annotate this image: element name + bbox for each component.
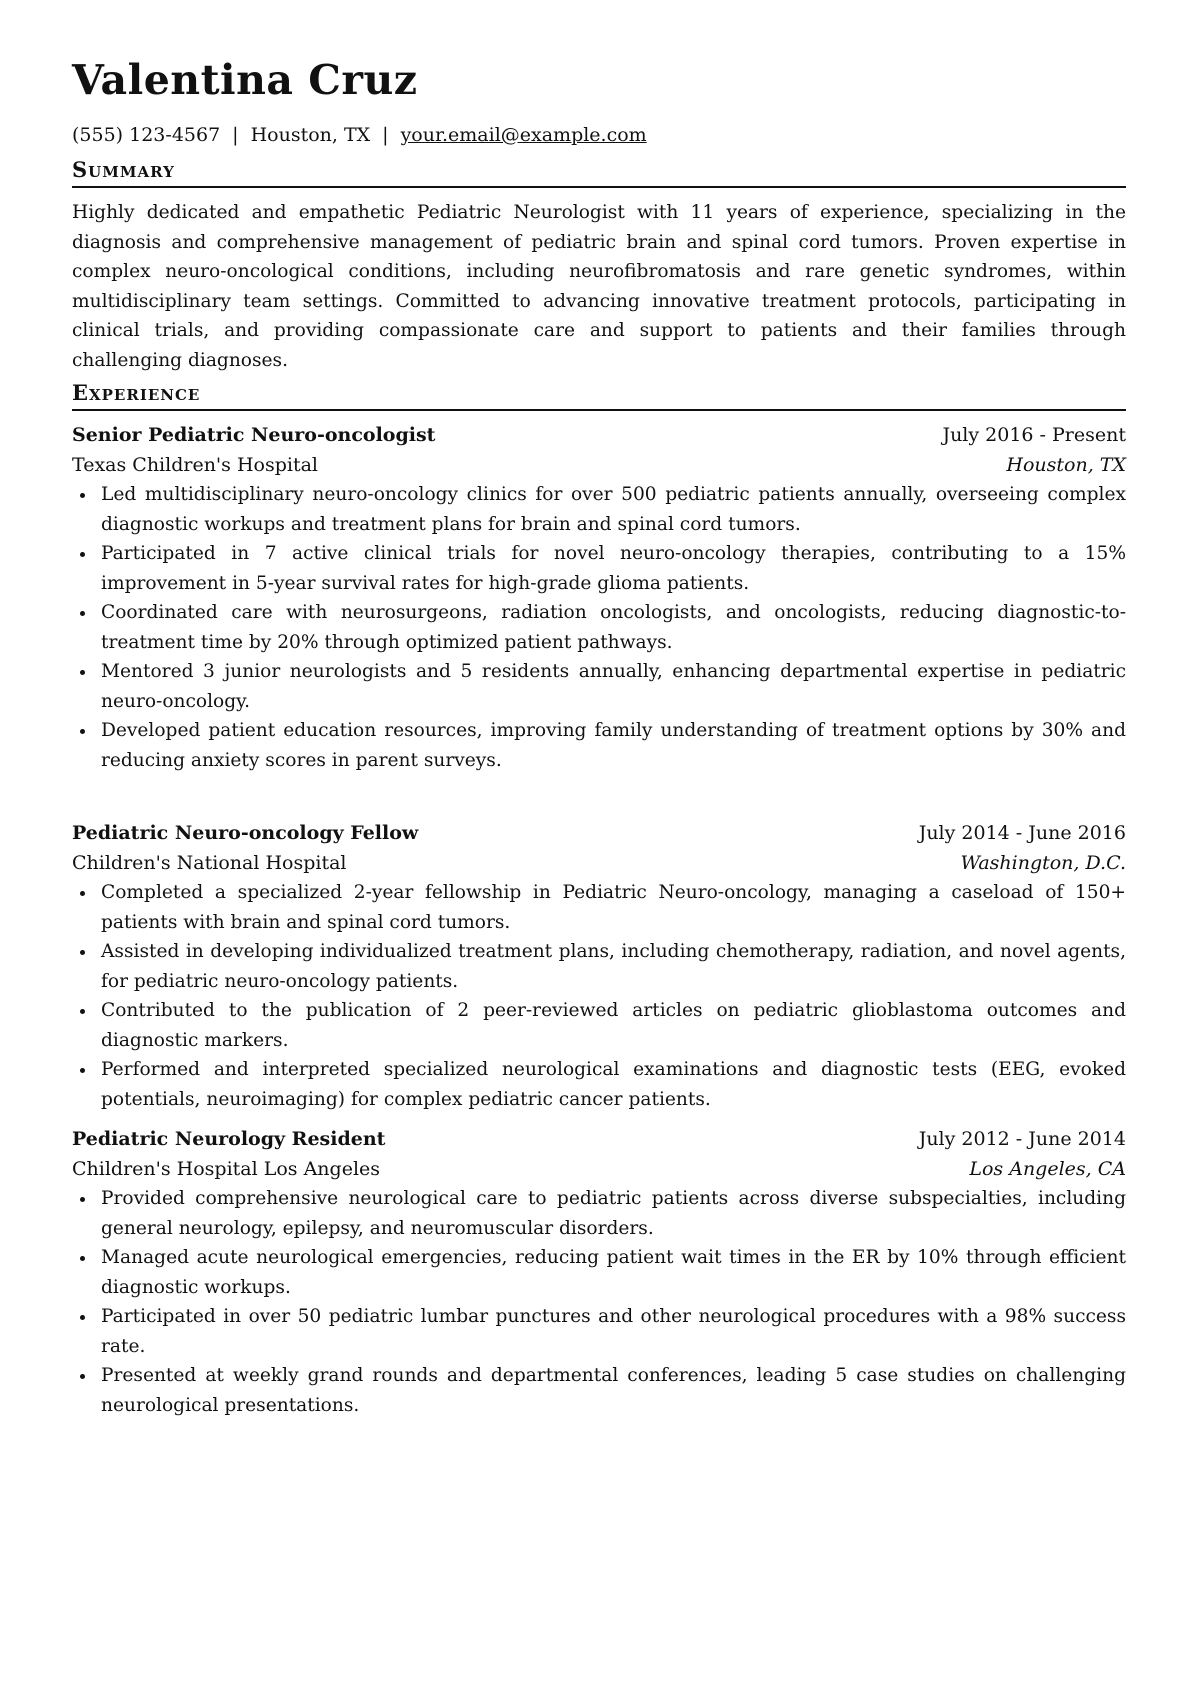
job-bullet: Performed and interpreted specialized neurological examinations and diagnostic tests (EEG, evoked potentials, neuroimaging) for complex pediatric cancer patients. bbox=[72, 1055, 1126, 1114]
job-bullet: Managed acute neurological emergencies, reducing patient wait times in the ER by 10% through efficient diagnostic workups. bbox=[72, 1243, 1126, 1302]
job-employer-row bbox=[72, 1155, 1126, 1185]
job-employer: Texas Children's Hospital bbox=[72, 453, 318, 476]
job-dates: July 2016 - Present bbox=[942, 424, 1126, 446]
job-title: Senior Pediatric Neuro-oncologist bbox=[72, 424, 436, 446]
contact-separator: | bbox=[382, 124, 389, 146]
job-bullet: Contributed to the publication of 2 peer-reviewed articles on pediatric glioblastoma outcomes and diagnostic markers. bbox=[72, 996, 1126, 1055]
experience-heading: Experience bbox=[72, 380, 1126, 411]
job-title: Pediatric Neurology Resident bbox=[72, 1128, 386, 1150]
job-employer: Children's Hospital Los Angeles bbox=[72, 1157, 381, 1180]
job-bullet: Developed patient education resources, improving family understanding of treatment options by 30% and reducing anxiety scores in parent surveys. bbox=[72, 716, 1126, 775]
job-dates: July 2012 - June 2014 bbox=[918, 1128, 1126, 1150]
candidate-name: Valentina Cruz bbox=[72, 56, 418, 104]
job-location: Los Angeles, CA bbox=[969, 1157, 1126, 1180]
job-employer-row bbox=[72, 849, 1126, 879]
job-bullet: Coordinated care with neurosurgeons, radiation oncologists, and oncologists, reducing diagnostic-to-treatment time by 20% through optimized patient pathways. bbox=[72, 598, 1126, 657]
job-header-row bbox=[72, 819, 1126, 849]
phone-number: (555) 123-4567 bbox=[72, 124, 221, 146]
job-title: Pediatric Neuro-oncology Fellow bbox=[72, 822, 419, 844]
job-bullet: Mentored 3 junior neurologists and 5 residents annually, enhancing departmental expertise in pediatric neuro-oncology. bbox=[72, 657, 1126, 716]
job-bullet-list bbox=[72, 878, 1126, 1114]
job-bullet: Participated in over 50 pediatric lumbar punctures and other neurological procedures with a 98% success rate. bbox=[72, 1302, 1126, 1361]
email-link[interactable]: your.email@example.com bbox=[400, 124, 647, 146]
job-dates: July 2014 - June 2016 bbox=[918, 822, 1126, 844]
job-bullet-list bbox=[72, 480, 1126, 775]
contact-separator: | bbox=[232, 124, 239, 146]
job-location: Washington, D.C. bbox=[960, 851, 1126, 874]
job-bullet: Led multidisciplinary neuro-oncology clinics for over 500 pediatric patients annually, overseeing complex diagnostic workups and treatment plans for brain and spinal cord tumors. bbox=[72, 480, 1126, 539]
job-bullet: Completed a specialized 2-year fellowship in Pediatric Neuro-oncology, managing a caseload of 150+ patients with brain and spinal cord tumors. bbox=[72, 878, 1126, 937]
location-text: Houston, TX bbox=[250, 124, 371, 146]
job-header-row bbox=[72, 421, 1126, 451]
job-bullet: Presented at weekly grand rounds and departmental conferences, leading 5 case studies on challenging neurological presentations. bbox=[72, 1361, 1126, 1420]
job-bullet: Provided comprehensive neurological care to pediatric patients across diverse subspecialties, including general neurology, epilepsy, and neuromuscular disorders. bbox=[72, 1184, 1126, 1243]
summary-heading: Summary bbox=[72, 157, 1126, 188]
job-location: Houston, TX bbox=[1006, 453, 1126, 476]
job-entry bbox=[72, 1125, 1126, 1420]
job-bullet: Assisted in developing individualized treatment plans, including chemotherapy, radiation, and novel agents, for pediatric neuro-oncology patients. bbox=[72, 937, 1126, 996]
job-employer-row bbox=[72, 451, 1126, 481]
job-bullet-list bbox=[72, 1184, 1126, 1420]
job-entry bbox=[72, 421, 1126, 775]
job-bullet: Participated in 7 active clinical trials for novel neuro-oncology therapies, contributing to a 15% improvement in 5-year survival rates for high-grade glioma patients. bbox=[72, 539, 1126, 598]
job-entry bbox=[72, 819, 1126, 1114]
job-header-row bbox=[72, 1125, 1126, 1155]
contact-line bbox=[72, 122, 647, 148]
job-employer: Children's National Hospital bbox=[72, 851, 347, 874]
summary-text: Highly dedicated and empathetic Pediatric Neurologist with 11 years of experience, specializing in the diagnosis and comprehensive management of pediatric brain and spinal cord tumors. Proven expertise in complex neuro-oncological conditions, including neurofibromatosis and rare genetic syndromes, within multidisciplinary team settings. Committed to advancing innovative treatment protocols, participating in clinical trials, and providing compassionate care and support to patients and their families through challenging diagnoses. bbox=[72, 202, 1126, 371]
